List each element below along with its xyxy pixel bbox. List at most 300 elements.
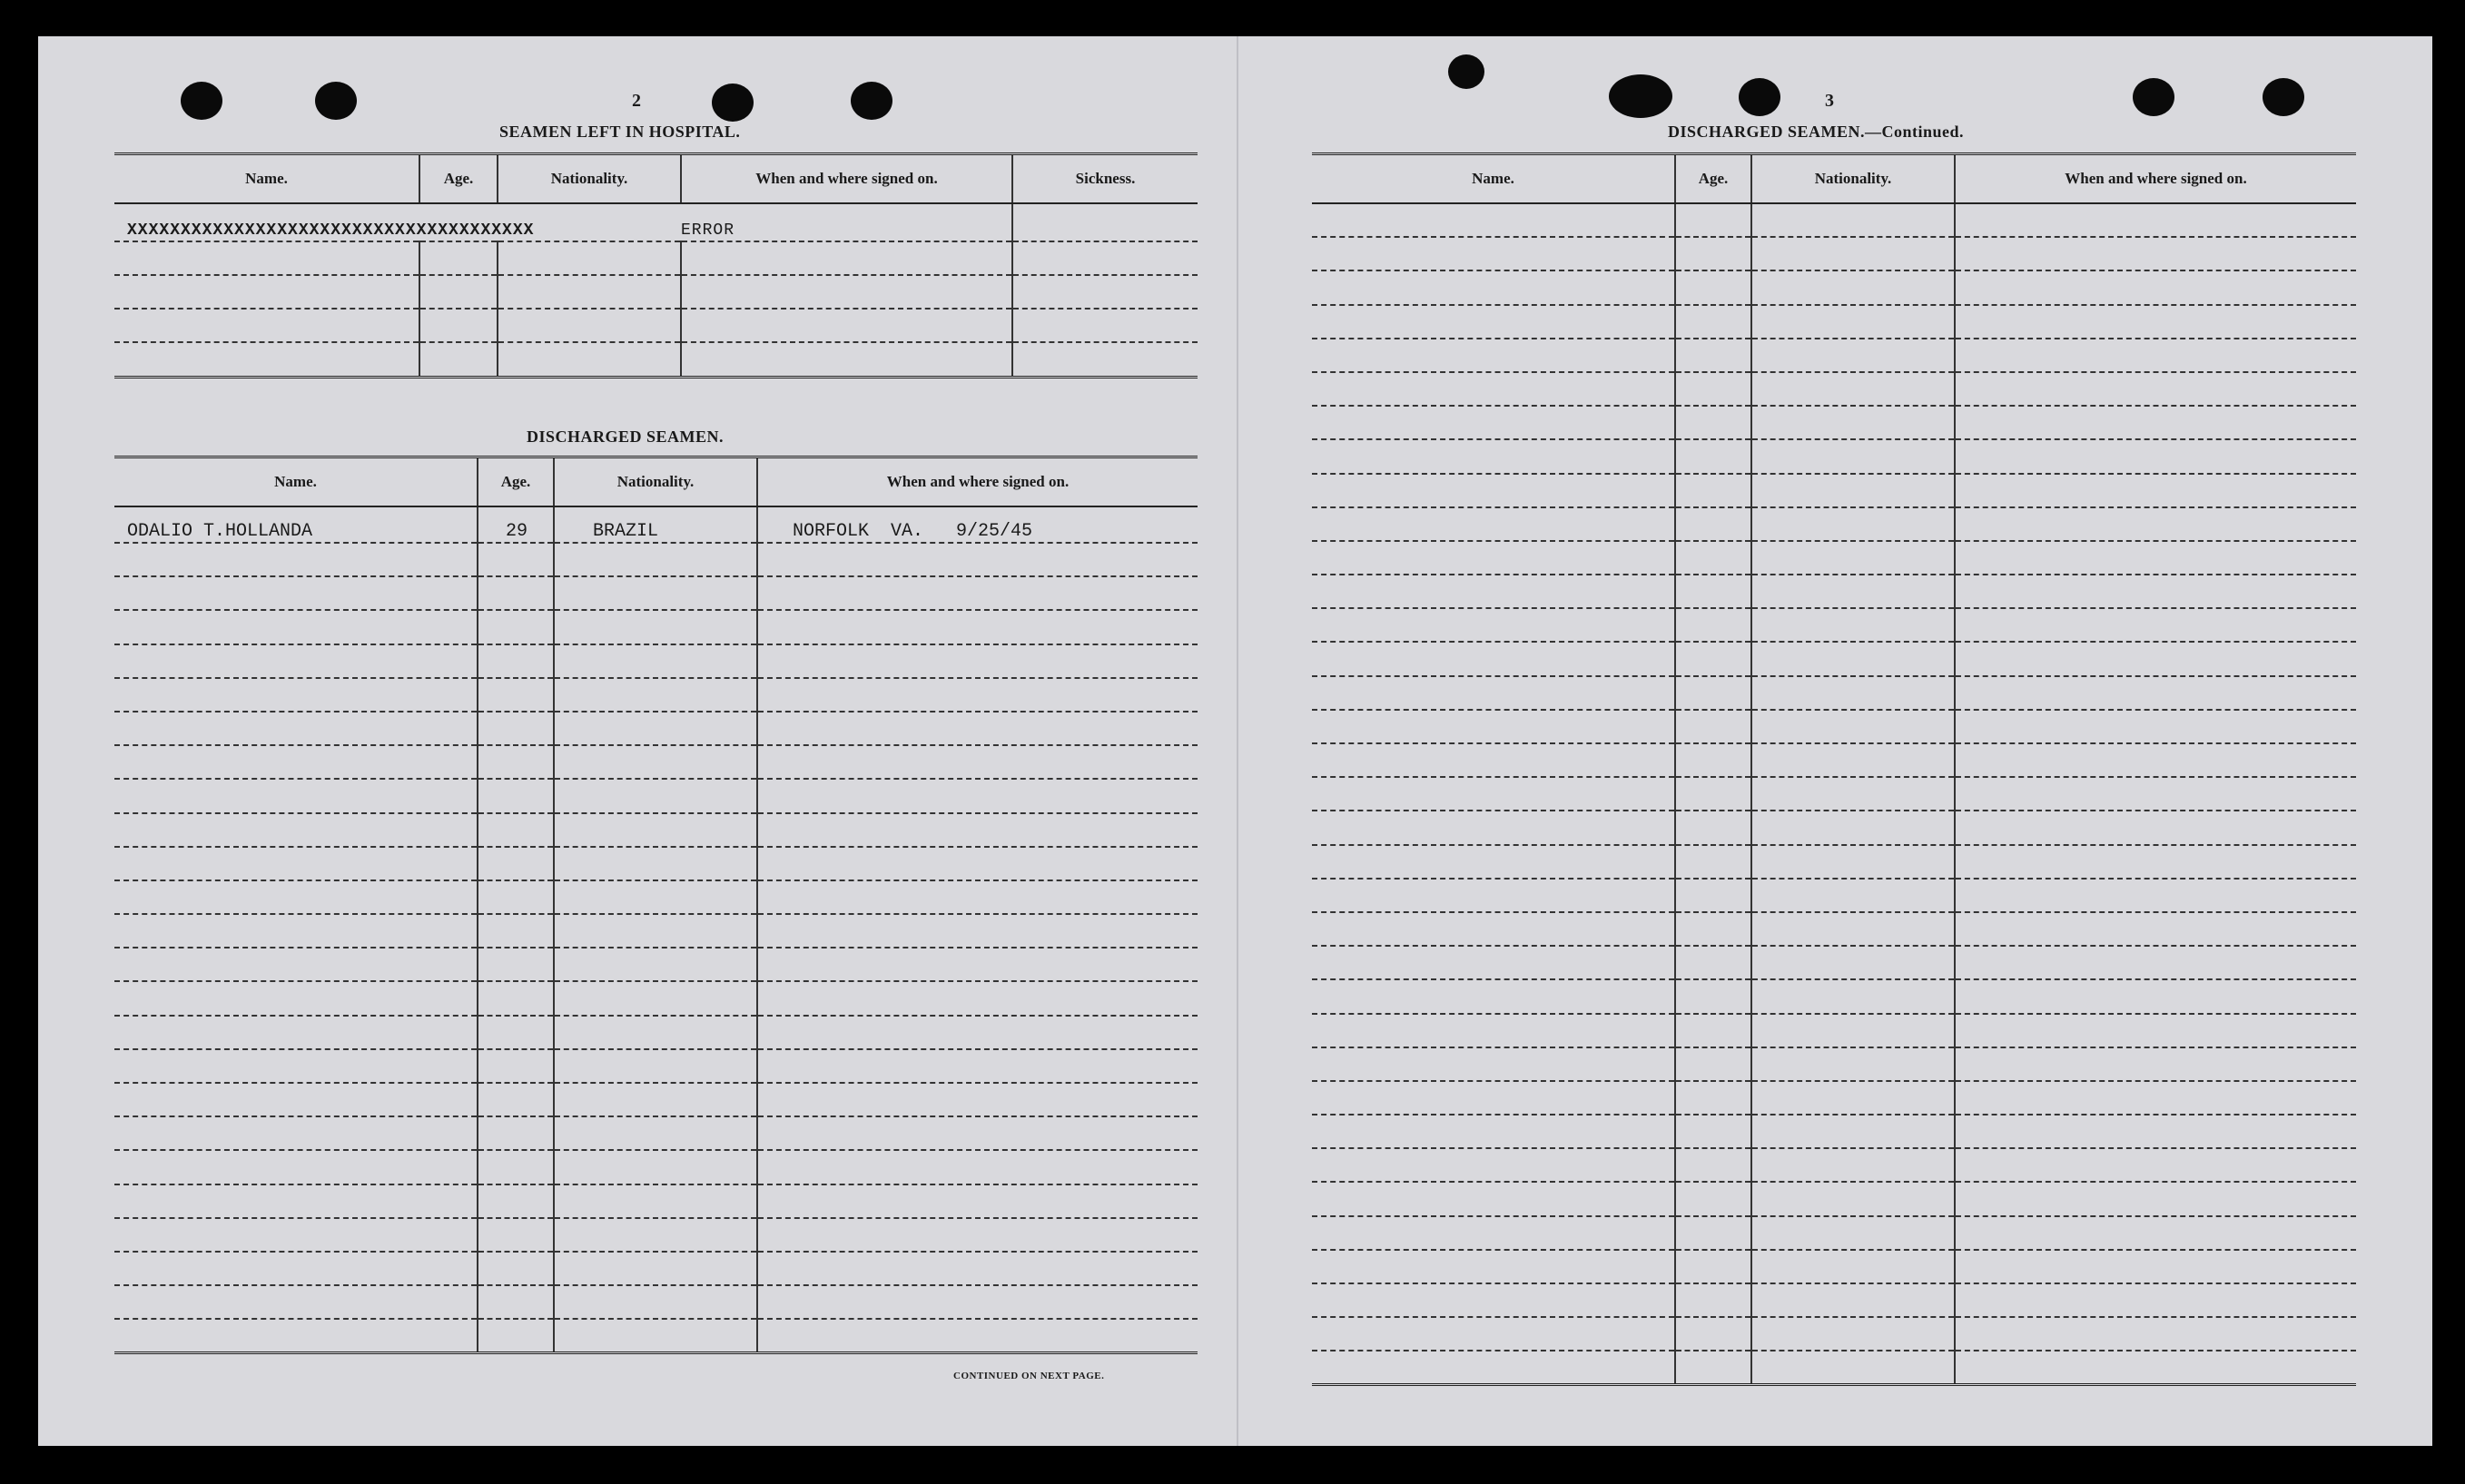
table-cell — [1955, 979, 2356, 1013]
table-cell — [1312, 608, 1675, 642]
table-row — [114, 678, 1198, 712]
table-cell — [1751, 743, 1955, 777]
continued-note: CONTINUED ON NEXT PAGE. — [953, 1371, 1105, 1381]
table-cell — [681, 342, 1012, 377]
table-row — [114, 309, 1198, 342]
table-row — [114, 275, 1198, 309]
table-row — [114, 610, 1198, 644]
table-cell — [1955, 439, 2356, 473]
table-cell — [498, 275, 681, 309]
table-cell — [1955, 1182, 2356, 1215]
table-cell — [757, 1218, 1198, 1252]
table-cell — [1751, 710, 1955, 743]
table-row — [1312, 1216, 2356, 1250]
table-cell — [757, 644, 1198, 678]
table-cell — [1955, 270, 2356, 304]
table-cell — [1955, 845, 2356, 879]
table-cell — [554, 847, 757, 880]
table-cell — [114, 948, 478, 981]
table-cell — [1751, 1014, 1955, 1047]
table-row — [1312, 1250, 2356, 1283]
table-row — [114, 779, 1198, 812]
table-row — [1312, 474, 2356, 507]
table-cell — [1675, 608, 1751, 642]
table-row — [114, 948, 1198, 981]
table-cell — [757, 745, 1198, 779]
table-cell — [1751, 811, 1955, 844]
error-note: ERROR — [681, 221, 735, 240]
table-cell — [114, 745, 478, 779]
table-cell — [1751, 1250, 1955, 1283]
table-row — [114, 576, 1198, 610]
table-cell — [1012, 342, 1198, 377]
table-row — [1312, 372, 2356, 406]
punch-hole — [1609, 74, 1672, 118]
table-row — [1312, 777, 2356, 811]
table-cell — [478, 543, 554, 576]
table-cell — [1955, 1148, 2356, 1182]
table-cell — [1675, 1317, 1751, 1351]
col-nationality: Nationality. — [1751, 154, 1955, 204]
table-cell — [1675, 406, 1751, 439]
table-cell — [757, 1116, 1198, 1150]
table-cell — [1955, 1216, 2356, 1250]
seaman-signed-on: NORFOLK VA. 9/25/45 — [757, 506, 1198, 543]
table-row — [1312, 743, 2356, 777]
table-cell — [1751, 541, 1955, 575]
table-cell — [554, 1016, 757, 1049]
table-row — [1312, 270, 2356, 304]
table-row — [1312, 575, 2356, 608]
table-cell — [419, 241, 498, 275]
table-cell — [478, 576, 554, 610]
table-row — [1312, 1351, 2356, 1384]
table-cell — [1312, 372, 1675, 406]
table-cell — [478, 712, 554, 745]
table-row — [114, 241, 1198, 275]
table-cell — [478, 745, 554, 779]
struck-entry-note-cell — [681, 203, 1012, 241]
table-cell — [1751, 439, 1955, 473]
table-cell — [114, 1252, 478, 1285]
table-cell — [1012, 275, 1198, 309]
table-cell — [1312, 912, 1675, 946]
table-row — [1312, 811, 2356, 844]
table-cell — [498, 342, 681, 377]
table-row — [1312, 1182, 2356, 1215]
table-cell — [1312, 270, 1675, 304]
table-cell — [1312, 1182, 1675, 1215]
table-cell — [554, 880, 757, 914]
table-cell — [1312, 406, 1675, 439]
table-cell — [478, 610, 554, 644]
table-cell — [554, 948, 757, 981]
table-row — [1312, 979, 2356, 1013]
table-cell — [757, 1150, 1198, 1184]
table-row — [114, 813, 1198, 847]
table-cell — [554, 914, 757, 948]
table-cell — [1312, 439, 1675, 473]
table-cell — [1312, 1148, 1675, 1182]
table-cell — [1751, 912, 1955, 946]
col-signed-on: When and where signed on. — [757, 457, 1198, 507]
table-cell — [1675, 270, 1751, 304]
table-cell — [554, 1116, 757, 1150]
table-cell — [1751, 474, 1955, 507]
table-cell — [554, 1285, 757, 1319]
table-cell — [1955, 676, 2356, 710]
table-cell — [1312, 743, 1675, 777]
table-cell — [478, 880, 554, 914]
table-cell — [1312, 710, 1675, 743]
table-cell — [1751, 507, 1955, 541]
table-cell — [1751, 777, 1955, 811]
table-cell — [1312, 879, 1675, 912]
table-cell — [1751, 1317, 1955, 1351]
table-cell — [1751, 575, 1955, 608]
table-cell — [1675, 1250, 1751, 1283]
table-cell — [114, 610, 478, 644]
table-cell — [757, 1285, 1198, 1319]
table-cell — [757, 610, 1198, 644]
table-cell — [1312, 979, 1675, 1013]
table-row — [1312, 406, 2356, 439]
table-cell — [1675, 912, 1751, 946]
table-cell — [419, 275, 498, 309]
table-cell — [1751, 608, 1955, 642]
table-cell — [554, 712, 757, 745]
discharged-continued-table — [1312, 152, 2356, 1386]
table-cell — [1955, 1014, 2356, 1047]
table-row — [1312, 879, 2356, 912]
table-cell — [114, 644, 478, 678]
table-cell — [114, 813, 478, 847]
seaman-age: 29 — [478, 506, 554, 543]
table-cell — [114, 1218, 478, 1252]
discharged-table — [114, 456, 1198, 1354]
table-cell — [114, 543, 478, 576]
table-cell — [1312, 777, 1675, 811]
table-row — [114, 506, 1198, 543]
table-cell — [1675, 979, 1751, 1013]
table-cell — [114, 1150, 478, 1184]
table-cell — [1675, 1148, 1751, 1182]
table-cell — [114, 678, 478, 712]
table-cell — [757, 1016, 1198, 1049]
table-cell — [554, 813, 757, 847]
table-row — [114, 1252, 1198, 1285]
discharged-rows — [114, 506, 1198, 1353]
table-cell — [554, 1049, 757, 1083]
table-cell — [1751, 1216, 1955, 1250]
table-cell — [1312, 1047, 1675, 1081]
punch-hole — [1448, 54, 1484, 89]
table-cell — [478, 1049, 554, 1083]
table-cell — [114, 712, 478, 745]
table-cell — [681, 275, 1012, 309]
table-row — [114, 745, 1198, 779]
table-cell — [1751, 270, 1955, 304]
table-cell — [114, 275, 419, 309]
table-cell — [1675, 811, 1751, 844]
table-cell — [1312, 1250, 1675, 1283]
table-cell — [1312, 1081, 1675, 1115]
table-cell — [114, 981, 478, 1015]
table-cell — [114, 847, 478, 880]
table-cell — [554, 745, 757, 779]
table-cell — [1955, 777, 2356, 811]
struck-entry — [114, 203, 681, 241]
table-cell — [1751, 642, 1955, 675]
table-cell — [1751, 1283, 1955, 1317]
table-cell — [478, 1252, 554, 1285]
table-cell — [478, 1285, 554, 1319]
page-fold — [1237, 36, 1238, 1446]
table-cell — [1012, 241, 1198, 275]
table-cell — [1312, 541, 1675, 575]
table-cell — [1312, 1115, 1675, 1148]
table-cell — [1955, 372, 2356, 406]
table-cell — [114, 1319, 478, 1352]
table-cell — [1312, 203, 1675, 237]
col-sickness: Sickness. — [1012, 154, 1198, 204]
table-cell — [114, 1116, 478, 1150]
table-row — [1312, 608, 2356, 642]
table-cell — [554, 644, 757, 678]
table-cell — [114, 1285, 478, 1319]
table-cell — [554, 576, 757, 610]
table-cell — [757, 712, 1198, 745]
table-cell — [1675, 1047, 1751, 1081]
table-cell — [1312, 1317, 1675, 1351]
table-cell — [1312, 1283, 1675, 1317]
table-cell — [1675, 1182, 1751, 1215]
table-cell — [1675, 1216, 1751, 1250]
table-cell — [757, 779, 1198, 812]
col-nationality: Nationality. — [554, 457, 757, 507]
hospital-section-title: SEAMEN LEFT IN HOSPITAL. — [499, 123, 741, 141]
punch-hole — [712, 84, 754, 122]
table-cell — [478, 678, 554, 712]
table-cell — [1312, 575, 1675, 608]
table-cell — [1675, 339, 1751, 372]
table-cell — [114, 1016, 478, 1049]
table-row — [114, 1218, 1198, 1252]
col-age: Age. — [478, 457, 554, 507]
table-cell — [1675, 676, 1751, 710]
table-cell — [478, 1184, 554, 1218]
table-cell — [757, 914, 1198, 948]
page-number-right: 3 — [1825, 91, 1834, 111]
table-row — [1312, 305, 2356, 339]
table-cell — [757, 678, 1198, 712]
table-cell — [1751, 946, 1955, 979]
table-cell — [1312, 305, 1675, 339]
table-row — [1312, 1047, 2356, 1081]
table-cell — [1312, 474, 1675, 507]
table-cell — [554, 1319, 757, 1352]
table-cell — [1955, 1317, 2356, 1351]
table-cell — [757, 543, 1198, 576]
table-cell — [1675, 1081, 1751, 1115]
table-cell — [1012, 309, 1198, 342]
table-cell — [478, 1319, 554, 1352]
table-cell — [114, 779, 478, 812]
punch-hole — [1739, 78, 1780, 116]
hospital-table — [114, 152, 1198, 378]
table-cell — [1955, 642, 2356, 675]
table-cell — [1955, 237, 2356, 270]
table-cell — [478, 1218, 554, 1252]
table-row — [1312, 676, 2356, 710]
seaman-nationality: BRAZIL — [554, 506, 757, 543]
table-cell — [554, 1252, 757, 1285]
table-cell — [1675, 777, 1751, 811]
table-row — [1312, 1317, 2356, 1351]
table-row — [1312, 1148, 2356, 1182]
table-cell — [554, 543, 757, 576]
table-row — [114, 1116, 1198, 1150]
punch-hole — [2133, 78, 2174, 116]
table-cell — [498, 309, 681, 342]
table-cell — [1751, 845, 1955, 879]
table-cell — [1955, 1351, 2356, 1384]
table-cell — [1955, 912, 2356, 946]
col-nationality: Nationality. — [498, 154, 681, 204]
table-cell — [757, 1184, 1198, 1218]
table-cell — [757, 847, 1198, 880]
table-cell — [1751, 372, 1955, 406]
table-cell — [1312, 339, 1675, 372]
table-cell — [757, 981, 1198, 1015]
table-cell — [1751, 1182, 1955, 1215]
table-cell — [1955, 1283, 2356, 1317]
table-cell — [114, 576, 478, 610]
table-cell — [757, 813, 1198, 847]
table-row — [114, 1319, 1198, 1352]
table-cell — [1751, 879, 1955, 912]
table-row — [1312, 642, 2356, 675]
table-row — [1312, 845, 2356, 879]
table-cell — [1312, 946, 1675, 979]
table-cell — [1012, 203, 1198, 241]
table-cell — [757, 1049, 1198, 1083]
table-cell — [1955, 1250, 2356, 1283]
table-cell — [1751, 1115, 1955, 1148]
table-cell — [757, 948, 1198, 981]
table-cell — [1751, 676, 1955, 710]
table-cell — [1955, 1047, 2356, 1081]
table-cell — [1955, 1115, 2356, 1148]
table-cell — [478, 813, 554, 847]
col-signed-on: When and where signed on. — [681, 154, 1012, 204]
table-cell — [554, 1083, 757, 1116]
table-cell — [1751, 339, 1955, 372]
table-cell — [1675, 474, 1751, 507]
document-sheet — [38, 36, 2432, 1446]
table-cell — [114, 342, 419, 377]
table-cell — [478, 981, 554, 1015]
table-cell — [1751, 406, 1955, 439]
table-row — [1312, 1014, 2356, 1047]
table-cell — [1312, 642, 1675, 675]
table-cell — [1675, 372, 1751, 406]
table-row — [114, 914, 1198, 948]
table-cell — [114, 1049, 478, 1083]
table-cell — [1675, 743, 1751, 777]
punch-hole — [315, 82, 357, 120]
table-cell — [1751, 1081, 1955, 1115]
table-cell — [478, 1116, 554, 1150]
table-cell — [1751, 1047, 1955, 1081]
col-name: Name. — [114, 154, 419, 204]
table-cell — [478, 644, 554, 678]
table-cell — [1312, 1216, 1675, 1250]
table-cell — [1955, 608, 2356, 642]
table-cell — [1955, 507, 2356, 541]
col-signed-on: When and where signed on. — [1955, 154, 2356, 204]
table-cell — [1955, 575, 2356, 608]
discharged-section-title: DISCHARGED SEAMEN. — [527, 428, 725, 446]
table-cell — [478, 1150, 554, 1184]
punch-hole — [181, 82, 222, 120]
table-row — [114, 712, 1198, 745]
table-cell — [1675, 575, 1751, 608]
col-age: Age. — [1675, 154, 1751, 204]
table-cell — [1312, 676, 1675, 710]
table-cell — [419, 309, 498, 342]
table-cell — [757, 1319, 1198, 1352]
table-cell — [1675, 1115, 1751, 1148]
table-cell — [554, 1184, 757, 1218]
table-cell — [1751, 237, 1955, 270]
table-cell — [478, 914, 554, 948]
table-cell — [1675, 1351, 1751, 1384]
table-row — [114, 1184, 1198, 1218]
table-cell — [478, 1083, 554, 1116]
col-name: Name. — [1312, 154, 1675, 204]
table-row — [1312, 912, 2356, 946]
table-row — [114, 1150, 1198, 1184]
table-row — [114, 203, 1198, 241]
table-cell — [1675, 305, 1751, 339]
table-row — [1312, 507, 2356, 541]
table-cell — [757, 1252, 1198, 1285]
table-cell — [1675, 845, 1751, 879]
table-row — [114, 1083, 1198, 1116]
table-cell — [757, 576, 1198, 610]
table-row — [1312, 1283, 2356, 1317]
table-cell — [478, 1016, 554, 1049]
table-cell — [554, 610, 757, 644]
table-cell — [554, 981, 757, 1015]
table-cell — [478, 847, 554, 880]
table-cell — [478, 948, 554, 981]
table-cell — [478, 779, 554, 812]
table-cell — [1675, 541, 1751, 575]
table-cell — [1312, 811, 1675, 844]
continued-rows — [1312, 203, 2356, 1385]
table-row — [1312, 946, 2356, 979]
table-cell — [757, 1083, 1198, 1116]
table-cell — [554, 678, 757, 712]
table-cell — [554, 779, 757, 812]
table-row — [114, 981, 1198, 1015]
table-cell — [1675, 439, 1751, 473]
table-cell — [1675, 507, 1751, 541]
table-cell — [554, 1150, 757, 1184]
table-cell — [1751, 305, 1955, 339]
